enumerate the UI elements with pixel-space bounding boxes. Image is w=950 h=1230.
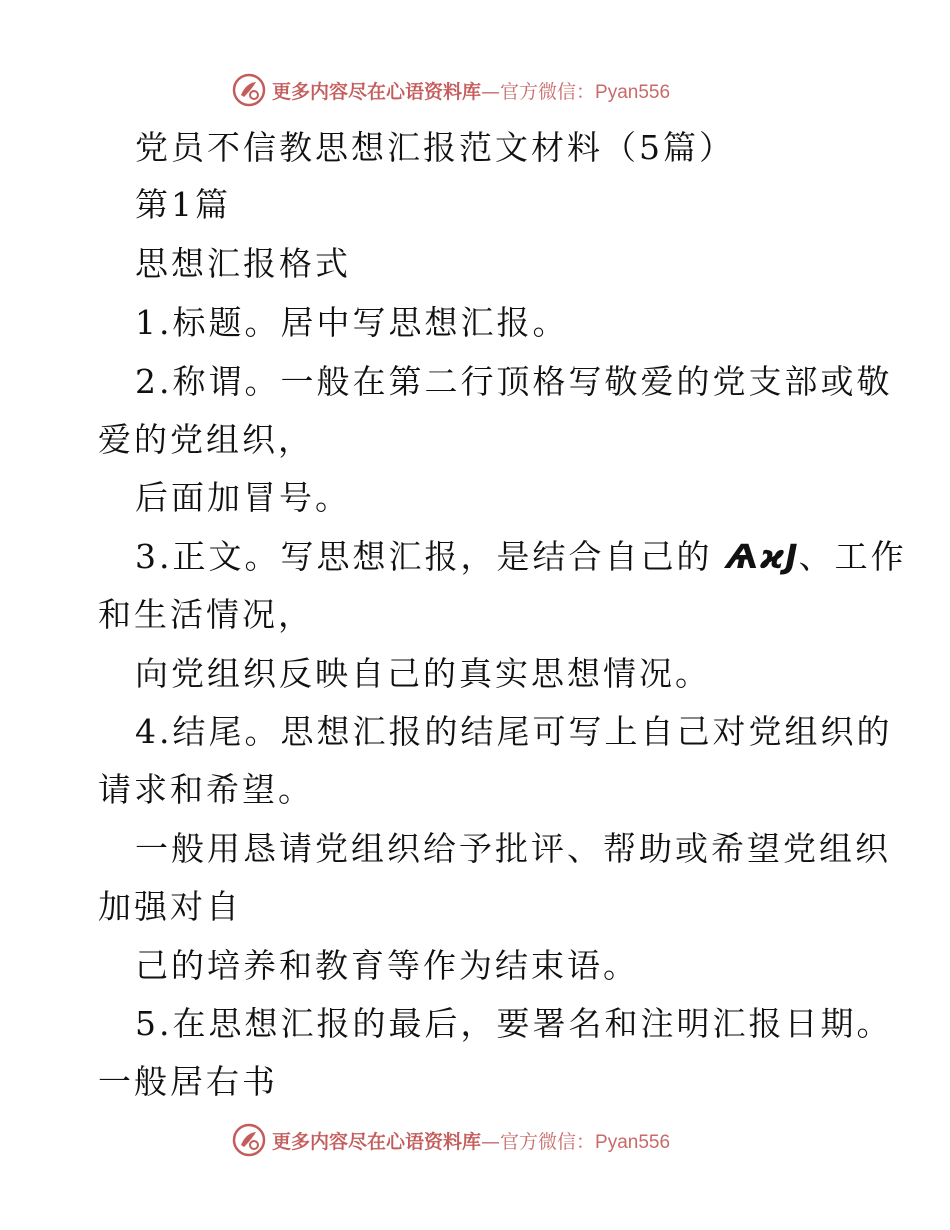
watermark-brand: 更多内容尽在心语资料库 [272, 1130, 482, 1153]
document-title: 党员不信教思想汇报范文材料（5篇） [135, 128, 735, 167]
paragraph-4-line-4: 加强对自 [98, 887, 242, 926]
format-heading: 思想汇报格式 [135, 244, 351, 283]
watermark-separator: — [481, 80, 501, 103]
paragraph-4-line-1: 4.结尾。思想汇报的结尾可写上自己对党组织的 [135, 712, 893, 751]
paragraph-5-line-2: 一般居右书 [98, 1062, 278, 1101]
brand-logo-icon [232, 1123, 266, 1157]
watermark-wechat-id: Pyan556 [595, 81, 671, 103]
paragraph-3-line-3: 向党组织反映自己的真实思想情况。 [135, 654, 711, 693]
paragraph-3-line-2: 和生活情况， [98, 595, 314, 634]
watermark-separator: — [481, 1130, 501, 1153]
paragraph-3-line-1 [135, 537, 907, 577]
watermark-wechat-id: Pyan556 [595, 1131, 671, 1153]
paragraph-2-line-1: 2.称谓。一般在第二行顶格写敬爱的党支部或敬 [135, 362, 893, 401]
paragraph-2-line-3: 后面加冒号。 [135, 478, 351, 517]
watermark-wechat-label: 官方微信： [500, 1130, 596, 1153]
brand-logo-icon [232, 73, 266, 107]
watermark-text [272, 77, 670, 104]
paragraph-4-line-5: 己的培养和教育等作为结束语。 [135, 946, 639, 985]
watermark-text [272, 1127, 670, 1154]
section-label: 第1篇 [135, 185, 231, 224]
paragraph-5-line-1: 5.在思想汇报的最后，要署名和注明汇报日期。 [135, 1004, 893, 1043]
watermark-brand: 更多内容尽在心语资料库 [272, 80, 482, 103]
header-watermark [232, 72, 670, 108]
paragraph-3-line-1-post: 、工作 [798, 537, 907, 576]
paragraph-4-line-2: 请求和希望。 [98, 770, 314, 809]
paragraph-1: 1.标题。居中写思想汇报。 [135, 303, 569, 342]
paragraph-4-line-3: 一般用恳请党组织给予批评、帮助或希望党组织 [135, 829, 891, 868]
watermark-wechat-label: 官方微信： [500, 80, 596, 103]
paragraph-3-line-1-pre: 3.正文。写思想汇报，是结合自己的 [135, 537, 713, 576]
garbled-glyph: ѦϰͿ [726, 537, 799, 576]
paragraph-2-line-2: 爱的党组织， [98, 420, 314, 459]
footer-watermark [232, 1122, 670, 1158]
